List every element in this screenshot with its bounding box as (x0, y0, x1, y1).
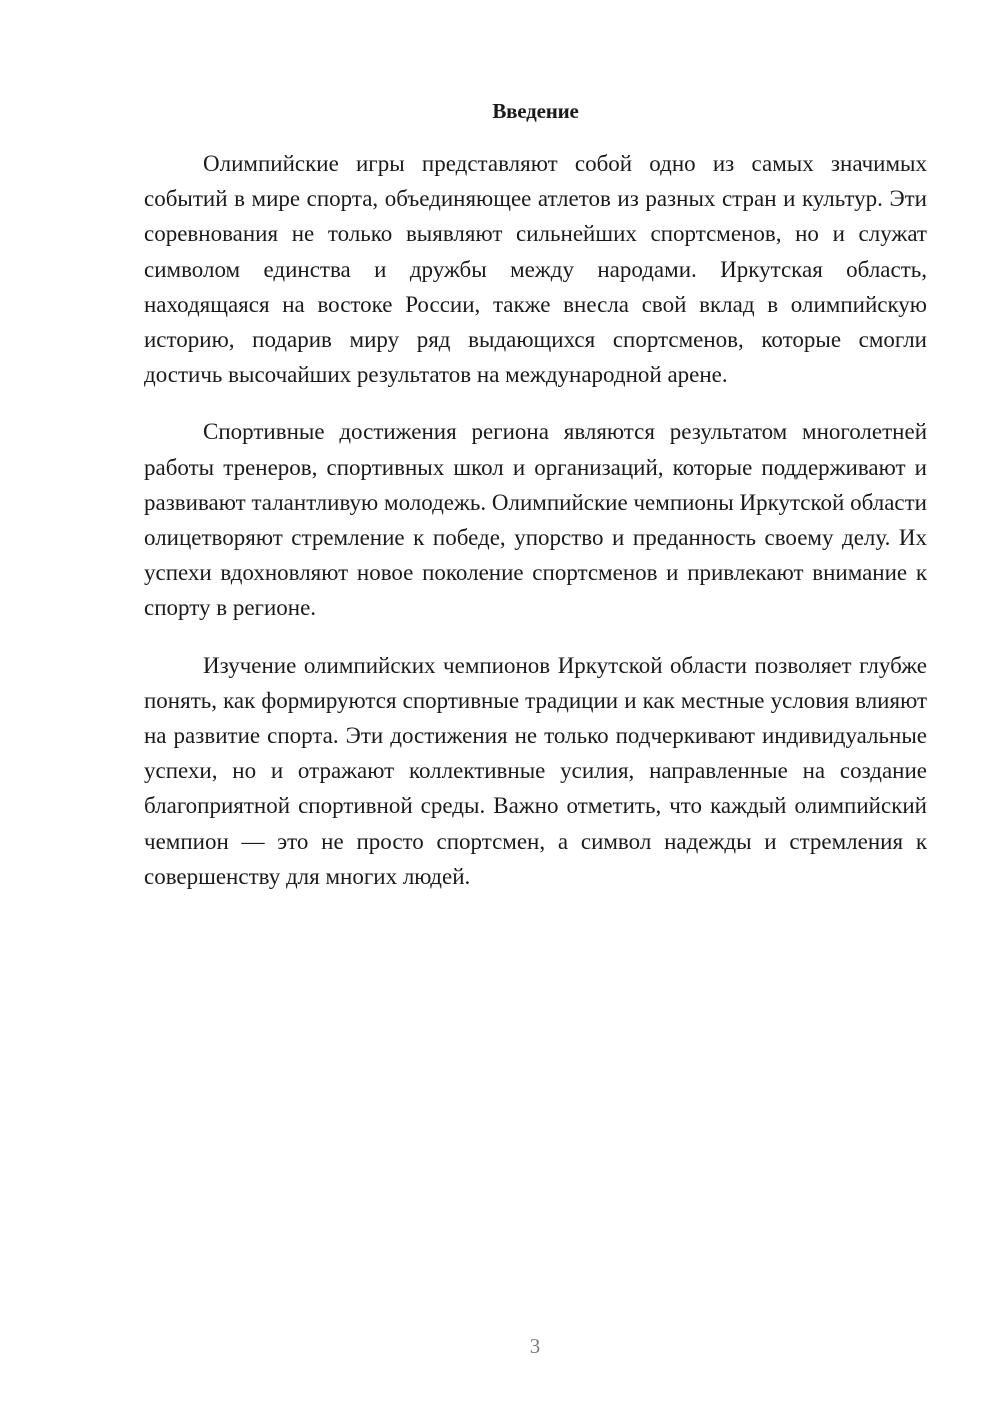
page-content (144, 94, 927, 916)
intro-paragraph-3: Изучение олимпийских чемпионов Иркутской области позволяет глубже понять, как формируются спортивные традиции и как местные условия влияют на развитие спорта. Эти достижения не только подчеркивают индивидуальные успехи, но и отражают коллективные усилия, направленные на создание благоприятной спортивной среды. Важно отметить, что каждый олимпийский чемпион — это не просто спортсмен, а символ надежды и стремления к совершенству для многих людей. (144, 652, 927, 889)
intro-paragraph-2: Спортивные достижения региона являются результатом многолетней работы тренеров, спортивных школ и организаций, которые поддерживают и развивают талантливую молодежь. Олимпийские чемпионы Иркутской области олицетворяют стремление к победе, упорство и преданность своему делу. Их успехи вдохновляют новое поколение спортсменов и привлекают внимание к спорту в регионе. (144, 419, 927, 621)
intro-paragraph-1: Олимпийские игры представляют собой одно из самых значимых событий в мире спорта, объединяющее атлетов из разных стран и культур. Эти соревнования не только выявляют сильнейших спортсменов, но и служат символом единства и дружбы между народами. Иркутская область, находящаяся на востоке России, также внесла свой вклад в олимпийскую историю, подарив миру ряд выдающихся спортсменов, которые смогли достичь высочайших результатов на международной арене. (144, 151, 927, 388)
section-heading: Введение (492, 99, 579, 123)
page-number: 3 (529, 1334, 541, 1358)
